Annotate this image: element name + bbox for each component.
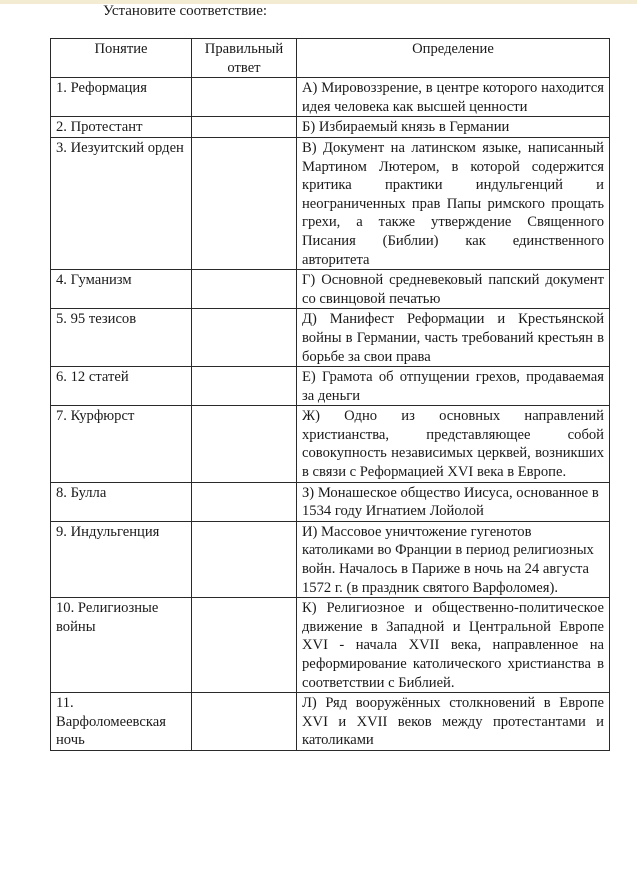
answer-cell[interactable] bbox=[192, 309, 297, 367]
table-row bbox=[51, 521, 610, 597]
definition-cell: И) Массовое уничтожение гугенотов католиками во Франции в период религиозных войн. Началось в Париже в ночь на 24 августа 1572 г. (в праздник святого Варфоломея). bbox=[297, 521, 610, 597]
term-cell: 3. Иезуитский орден bbox=[51, 137, 192, 269]
header-answer: Правильный ответ bbox=[192, 39, 297, 78]
definition-cell: Б) Избираемый князь в Германии bbox=[297, 117, 610, 138]
term-cell: 1. Реформация bbox=[51, 78, 192, 117]
table-row bbox=[51, 693, 610, 751]
definition-cell: А) Мировоззрение, в центре которого находится идея человека как высшей ценности bbox=[297, 78, 610, 117]
definition-cell: Л) Ряд вооружённых столкновений в Европе XVI и XVII веков между протестантами и католиками bbox=[297, 693, 610, 751]
definition-cell: Г) Основной средневековый папский документ со свинцовой печатью bbox=[297, 270, 610, 309]
term-cell: 11. Варфоломеевская ночь bbox=[51, 693, 192, 751]
answer-cell[interactable] bbox=[192, 406, 297, 482]
table-row bbox=[51, 137, 610, 269]
term-cell: 10. Религиозные войны bbox=[51, 598, 192, 693]
answer-cell[interactable] bbox=[192, 521, 297, 597]
term-cell: 7. Курфюрст bbox=[51, 406, 192, 482]
table-row bbox=[51, 482, 610, 521]
answer-cell[interactable] bbox=[192, 482, 297, 521]
header-definition: Определение bbox=[297, 39, 610, 78]
definition-cell: К) Религиозное и общественно-политическое движение в Западной и Центральной Европе XVI - начала XVII века, направленное на реформирование католического христианства в соответствии с Библией. bbox=[297, 598, 610, 693]
answer-cell[interactable] bbox=[192, 78, 297, 117]
matching-table bbox=[50, 38, 610, 751]
term-cell: 2. Протестант bbox=[51, 117, 192, 138]
definition-cell: Е) Грамота об отпущении грехов, продаваемая за деньги bbox=[297, 367, 610, 406]
term-cell: 9. Индульгенция bbox=[51, 521, 192, 597]
definition-cell: В) Документ на латинском языке, написанный Мартином Лютером, в которой содержится критика практики индульгенций и неограниченных прав Папы римского прощать грехи, а также утверждение Священного Писания (Библии) как единственного авторитета bbox=[297, 137, 610, 269]
table-row bbox=[51, 309, 610, 367]
term-cell: 4. Гуманизм bbox=[51, 270, 192, 309]
term-cell: 6. 12 статей bbox=[51, 367, 192, 406]
table-row bbox=[51, 270, 610, 309]
table-row bbox=[51, 117, 610, 138]
definition-cell: Д) Манифест Реформации и Крестьянской войны в Германии, часть требований крестьян в борьбе за свои права bbox=[297, 309, 610, 367]
instruction-text: Установите соответствие: bbox=[103, 3, 268, 19]
term-cell: 5. 95 тезисов bbox=[51, 309, 192, 367]
table-header-row bbox=[51, 39, 610, 78]
header-term: Понятие bbox=[51, 39, 192, 78]
answer-cell[interactable] bbox=[192, 367, 297, 406]
answer-cell[interactable] bbox=[192, 137, 297, 269]
answer-cell[interactable] bbox=[192, 693, 297, 751]
term-cell: 8. Булла bbox=[51, 482, 192, 521]
answer-cell[interactable] bbox=[192, 117, 297, 138]
table-row bbox=[51, 406, 610, 482]
table-row bbox=[51, 78, 610, 117]
definition-cell: Ж) Одно из основных направлений христианства, представляющее собой совокупность независимых церквей, возникших в связи с Реформацией XVI века в Европе. bbox=[297, 406, 610, 482]
top-edge-band bbox=[0, 0, 637, 4]
table-row bbox=[51, 598, 610, 693]
definition-cell: З) Монашеское общество Иисуса, основанное в 1534 году Игнатием Лойолой bbox=[297, 482, 610, 521]
table-row bbox=[51, 367, 610, 406]
answer-cell[interactable] bbox=[192, 270, 297, 309]
answer-cell[interactable] bbox=[192, 598, 297, 693]
